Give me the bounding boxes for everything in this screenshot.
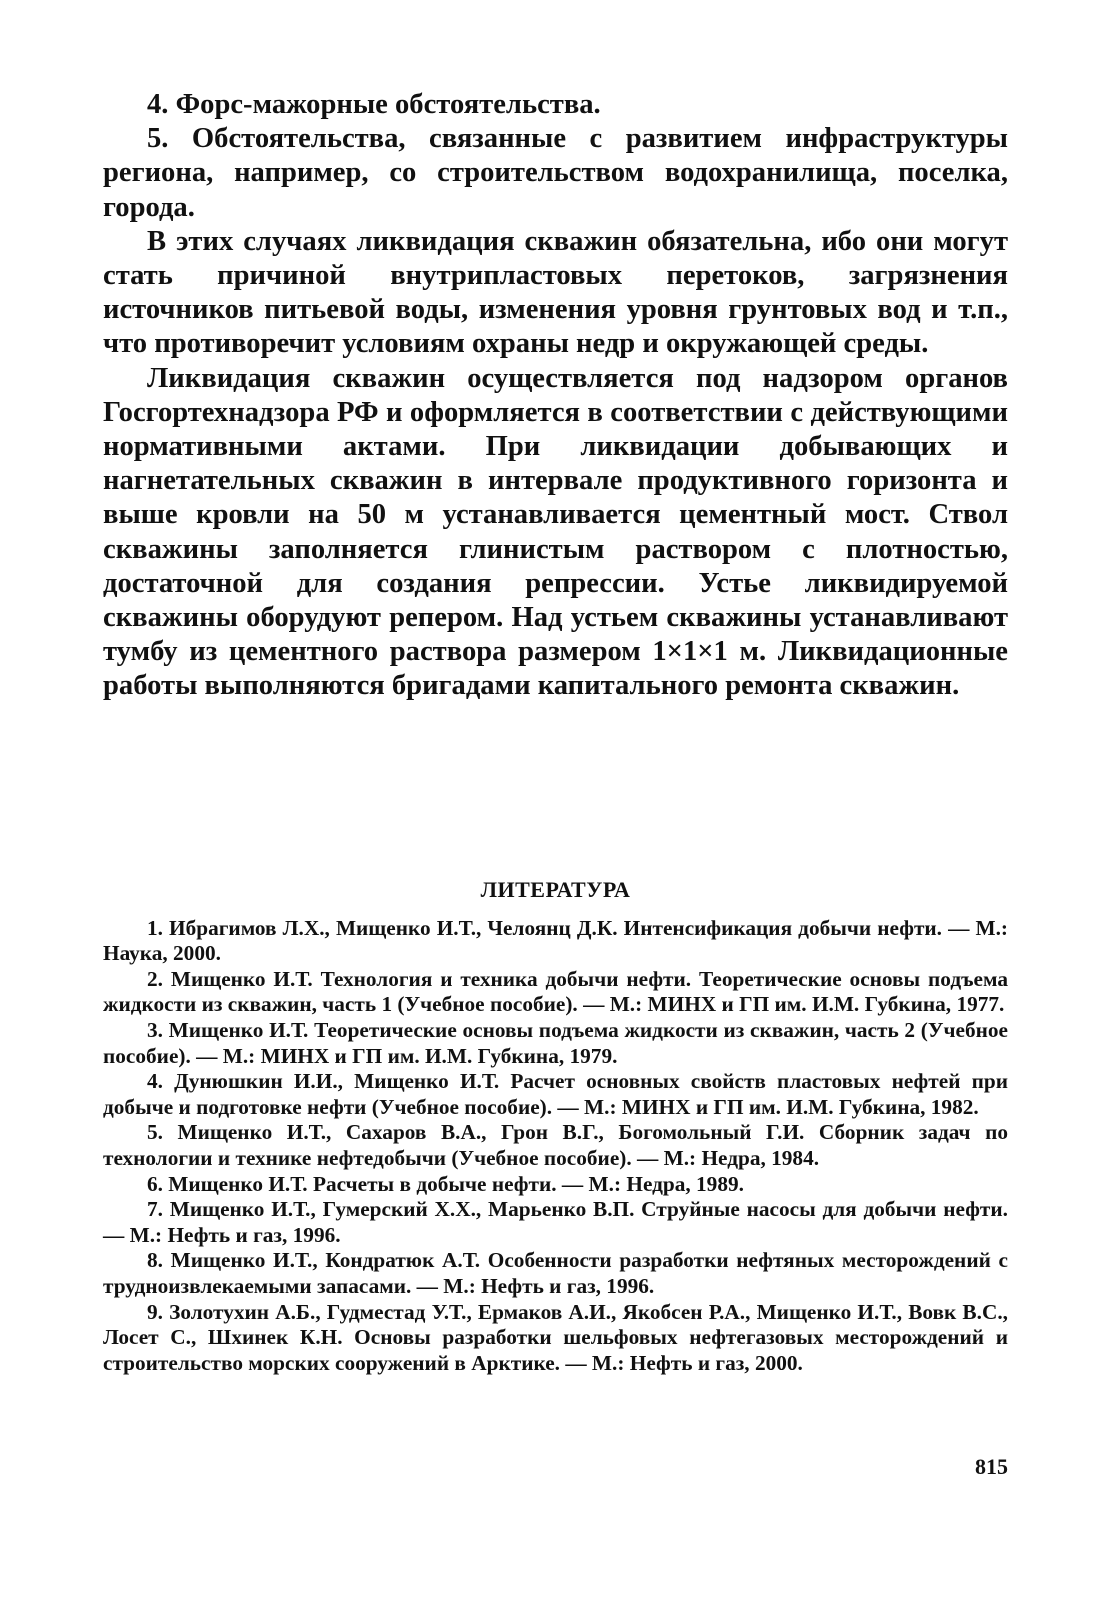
literature-heading: ЛИТЕРАТУРА [480, 876, 631, 902]
page-number: 815 [975, 1454, 1008, 1479]
document-page [103, 88, 1008, 1376]
paragraph-liquidation-mandatory: В этих случаях ликвидация скважин обязательна, ибо они могут стать причиной внутрипластовых перетоков, загрязнения источников питьевой воды, изменения уровня грунтовых вод и т.п., что противоречит условиям охраны недр и окружающей среды. [103, 225, 1008, 360]
list-item-force-majeure: 4. Форс-мажорные обстоятельства. [147, 89, 601, 120]
list-item-infrastructure: 5. Обстоятельства, связанные с развитием инфраструктуры региона, например, со строительством водохранилища, поселка, города. [103, 123, 1008, 223]
reference-item: 9. Золотухин А.Б., Гудместад У.Т., Ермаков А.И., Якобсен Р.А., Мищенко И.Т., Вовк В.С., Лосет С., Шхинек К.Н. Основы разработки шельфовых нефтегазовых месторождений и строительство морских сооружений в Арктике. — М.: Нефть и газ, 2000. [103, 1299, 1008, 1375]
reference-item: 4. Дунюшкин И.И., Мищенко И.Т. Расчет основных свойств пластовых нефтей при добыче и подготовке нефти (Учебное пособие). — М.: МИНХ и ГП им. И.М. Губкина, 1982. [103, 1069, 1008, 1119]
reference-item: 8. Мищенко И.Т., Кондратюк А.Т. Особенности разработки нефтяных месторождений с трудноизвлекаемыми запасами. — М.: Нефть и газ, 1996. [103, 1248, 1008, 1298]
reference-item: 2. Мищенко И.Т. Технология и техника добычи нефти. Теоретические основы подъема жидкости из скважин, часть 1 (Учебное пособие). — М.: МИНХ и ГП им. И.М. Губкина, 1977. [103, 966, 1008, 1017]
paragraph-liquidation-procedure: Ликвидация скважин осуществляется под надзором органов Госгортехнадзора РФ и оформляется в соответствии с действующими нормативными актами. При ликвидации добывающих и нагнетательных скважин в интервале продуктивного горизонта и выше кровли на 50 м устанавливается цементный мост. Ствол скважины заполняется глинистым раствором с плотностью, достаточной для создания репрессии. Устье ликвидируемой скважины оборудуют репером. Над устьем скважины устанавливают тумбу из цементного раствора размером 1×1×1 м. Ликвидационные работы выполняются бригадами капитального ремонта скважин. [103, 362, 1008, 702]
reference-item: 6. Мищенко И.Т. Расчеты в добыче нефти. — М.: Недра, 1989. [147, 1171, 744, 1196]
body-text [103, 88, 1008, 704]
reference-item: 3. Мищенко И.Т. Теоретические основы подъема жидкости из скважин, часть 2 (Учебное пособие). — М.: МИНХ и ГП им. И.М. Губкина, 1979. [103, 1018, 1008, 1068]
reference-list [103, 916, 1008, 1377]
reference-item: 5. Мищенко И.Т., Сахаров В.А., Грон В.Г., Богомольный Г.И. Сборник задач по технологии и технике нефтедобычи (Учебное пособие). — М.: Недра, 1984. [103, 1120, 1008, 1170]
reference-item: 7. Мищенко И.Т., Гумерский Х.Х., Марьенко В.П. Струйные насосы для добычи нефти. — М.: Нефть и газ, 1996. [103, 1197, 1008, 1247]
reference-item: 1. Ибрагимов Л.Х., Мищенко И.Т., Челоянц Д.К. Интенсификация добычи нефти. — М.: Наука, 2000. [103, 915, 1008, 966]
